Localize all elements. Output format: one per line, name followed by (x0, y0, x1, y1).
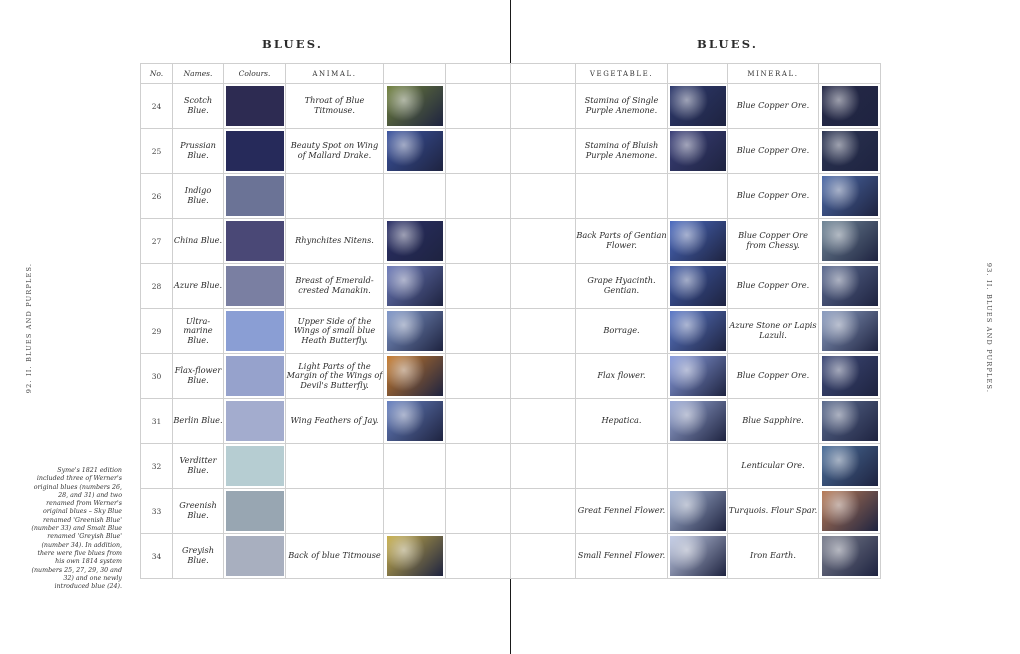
vegetable-image-cell (668, 354, 728, 399)
mineral-image-cell (819, 264, 881, 309)
mineral-example: Blue Copper Ore. (728, 264, 819, 309)
colour-number: 25 (141, 129, 173, 174)
mineral-image-cell (819, 219, 881, 264)
blank-cell (511, 84, 576, 129)
animal-image-cell (384, 444, 446, 489)
vegetable-image-cell (668, 444, 728, 489)
vegetable-image-cell (668, 309, 728, 354)
vegetable-example: Hepatica. (576, 399, 668, 444)
animal-example: Back of blue Titmouse (286, 534, 384, 579)
colour-number: 32 (141, 444, 173, 489)
blank-cell (511, 264, 576, 309)
heath-butterfly-image (387, 311, 443, 351)
vegetable-example: Stamina of Single Purple Anemone. (576, 84, 668, 129)
animal-image-cell (384, 309, 446, 354)
table-row (511, 129, 881, 174)
fennel-flower-image (670, 491, 726, 531)
colour-name: Verditter Blue. (173, 444, 224, 489)
colour-cell (224, 534, 286, 579)
column-header-animal: ANIMAL. (286, 64, 384, 84)
table-row (511, 264, 881, 309)
animal-image-cell (384, 174, 446, 219)
table-row (141, 129, 511, 174)
colour-number: 29 (141, 309, 173, 354)
side-note: Syme's 1821 edition included three of Werner's original blues (numbers 26, 28, and 31) and two renamed from Werner's original blues – Sky Blue renamed 'Greenish Blue' (number 33) and Smalt Blue renamed 'Greyish Blue' (number 34). In addition, there were five blues from his own 1814 system (numbers 25, 27, 29, 30 and 32) and one newly introduced blue (24). (31, 467, 122, 591)
vegetable-image-cell (668, 489, 728, 534)
colour-name: Flax-flower Blue. (173, 354, 224, 399)
blank-cell (446, 129, 511, 174)
mineral-example: Iron Earth. (728, 534, 819, 579)
gentian-flower-image (670, 221, 726, 261)
mineral-example: Blue Copper Ore. (728, 354, 819, 399)
mineral-image-cell (819, 354, 881, 399)
blank-cell (446, 444, 511, 489)
column-header-no: No. (141, 64, 173, 84)
colour-cell (224, 129, 286, 174)
colour-number: 33 (141, 489, 173, 534)
mineral-example: Turquois. Flour Spar. (728, 489, 819, 534)
table-row (141, 219, 511, 264)
colour-swatch (226, 86, 284, 126)
vegetable-example: Back Parts of Gentian Flower. (576, 219, 668, 264)
blank-cell (446, 309, 511, 354)
borage-flower-image (670, 311, 726, 351)
colour-cell (224, 219, 286, 264)
animal-example (286, 174, 384, 219)
right-page-title: BLUES. (696, 37, 759, 51)
mineral-image-column-header (819, 64, 881, 84)
blank-cell (511, 129, 576, 174)
colour-name: Ultra-marine Blue. (173, 309, 224, 354)
blank-cell (511, 219, 576, 264)
colour-swatch (226, 221, 284, 261)
animal-example: Beauty Spot on Wing of Mallard Drake. (286, 129, 384, 174)
vegetable-image-cell (668, 399, 728, 444)
vegetable-image-cell (668, 219, 728, 264)
copper-ore-image (822, 131, 878, 171)
colour-swatch (226, 176, 284, 216)
colour-number: 26 (141, 174, 173, 219)
vegetable-image-cell (668, 129, 728, 174)
mineral-image-cell (819, 129, 881, 174)
blank-cell (511, 399, 576, 444)
table-row (141, 489, 511, 534)
sapphire-image (822, 401, 878, 441)
blank-cell (446, 534, 511, 579)
colour-swatch (226, 311, 284, 351)
vegetable-example: Borrage. (576, 309, 668, 354)
mineral-image-cell (819, 489, 881, 534)
left-table-header (141, 64, 511, 84)
colour-name: Greenish Blue. (173, 489, 224, 534)
vegetable-example (576, 444, 668, 489)
right-table-header (511, 64, 881, 84)
copper-ore-image (822, 221, 878, 261)
blank-column-header (511, 64, 576, 84)
anemone-stamina-image (670, 131, 726, 171)
table-row (141, 84, 511, 129)
column-header-names: Names. (173, 64, 224, 84)
mineral-example: Blue Copper Ore. (728, 84, 819, 129)
colour-cell (224, 399, 286, 444)
table-row (511, 534, 881, 579)
devils-butterfly-image (387, 356, 443, 396)
colour-swatch (226, 356, 284, 396)
turquoise-image (822, 491, 878, 531)
mineral-example: Blue Copper Ore from Chessy. (728, 219, 819, 264)
table-row (511, 399, 881, 444)
colour-name: Greyish Blue. (173, 534, 224, 579)
mineral-image-cell (819, 174, 881, 219)
vegetable-image-cell (668, 174, 728, 219)
colour-name: Scotch Blue. (173, 84, 224, 129)
vegetable-image-cell (668, 84, 728, 129)
animal-example: Wing Feathers of Jay. (286, 399, 384, 444)
left-colour-table (140, 63, 511, 579)
blank-cell (446, 174, 511, 219)
animal-example: Breast of Emerald-crested Manakin. (286, 264, 384, 309)
blank-cell (446, 354, 511, 399)
animal-example: Rhynchites Nitens. (286, 219, 384, 264)
vegetable-example: Flax flower. (576, 354, 668, 399)
right-running-head: 93. II. BLUES AND PURPLES. (985, 262, 993, 394)
blank-cell (511, 309, 576, 354)
mineral-image-cell (819, 84, 881, 129)
column-header-colours: Colours. (224, 64, 286, 84)
vegetable-example: Grape Hyacinth. Gentian. (576, 264, 668, 309)
titmouse-back-image (387, 536, 443, 576)
colour-swatch (226, 131, 284, 171)
table-row (511, 219, 881, 264)
titmouse-throat-image (387, 86, 443, 126)
blank-cell (446, 84, 511, 129)
colour-name: China Blue. (173, 219, 224, 264)
animal-example: Throat of Blue Titmouse. (286, 84, 384, 129)
colour-name: Indigo Blue. (173, 174, 224, 219)
table-row (141, 309, 511, 354)
column-header-mineral: MINERAL. (728, 64, 819, 84)
colour-number: 24 (141, 84, 173, 129)
mineral-image-cell (819, 534, 881, 579)
table-row (511, 444, 881, 489)
blank-cell (511, 489, 576, 534)
fennel-flower-image (670, 536, 726, 576)
blank-cell (511, 354, 576, 399)
mineral-example: Azure Stone or Lapis Lazuli. (728, 309, 819, 354)
animal-image-column-header (384, 64, 446, 84)
blank-column-header (446, 64, 511, 84)
colour-cell (224, 354, 286, 399)
animal-image-cell (384, 489, 446, 534)
mineral-example: Blue Copper Ore. (728, 174, 819, 219)
right-colour-table (510, 63, 881, 579)
animal-image-cell (384, 534, 446, 579)
mallard-wing-image (387, 131, 443, 171)
animal-image-cell (384, 129, 446, 174)
mineral-image-cell (819, 444, 881, 489)
blank-cell (511, 174, 576, 219)
colour-swatch (226, 401, 284, 441)
table-row (141, 264, 511, 309)
hepatica-flower-image (670, 401, 726, 441)
colour-number: 34 (141, 534, 173, 579)
colour-swatch (226, 446, 284, 486)
animal-image-cell (384, 264, 446, 309)
colour-name: Azure Blue. (173, 264, 224, 309)
mineral-image-cell (819, 309, 881, 354)
colour-swatch (226, 491, 284, 531)
mineral-example: Blue Sapphire. (728, 399, 819, 444)
column-header-vegetable: VEGETABLE. (576, 64, 668, 84)
manakin-breast-image (387, 266, 443, 306)
colour-cell (224, 444, 286, 489)
vegetable-image-cell (668, 264, 728, 309)
blank-cell (511, 534, 576, 579)
lapis-lazuli-image (822, 311, 878, 351)
animal-example (286, 489, 384, 534)
flax-flower-image (670, 356, 726, 396)
left-running-head: 92. II. BLUES AND PURPLES. (25, 262, 33, 394)
table-row (511, 84, 881, 129)
animal-image-cell (384, 399, 446, 444)
mineral-example: Lenticular Ore. (728, 444, 819, 489)
colour-cell (224, 264, 286, 309)
colour-name: Prussian Blue. (173, 129, 224, 174)
mineral-example: Blue Copper Ore. (728, 129, 819, 174)
copper-ore-image (822, 176, 878, 216)
animal-example (286, 444, 384, 489)
lenticular-ore-image (822, 446, 878, 486)
colour-name: Berlin Blue. (173, 399, 224, 444)
colour-cell (224, 174, 286, 219)
colour-swatch (226, 266, 284, 306)
colour-number: 30 (141, 354, 173, 399)
animal-example: Upper Side of the Wings of small blue Heath Butterfly. (286, 309, 384, 354)
blank-cell (446, 219, 511, 264)
vegetable-example: Great Fennel Flower. (576, 489, 668, 534)
colour-number: 27 (141, 219, 173, 264)
grape-hyacinth-image (670, 266, 726, 306)
animal-example: Light Parts of the Margin of the Wings of Devil's Butterfly. (286, 354, 384, 399)
blank-cell (511, 444, 576, 489)
colour-cell (224, 489, 286, 534)
table-row (141, 534, 511, 579)
vegetable-example: Stamina of Bluish Purple Anemone. (576, 129, 668, 174)
table-row (141, 444, 511, 489)
table-row (141, 174, 511, 219)
copper-ore-image (822, 266, 878, 306)
blank-cell (446, 264, 511, 309)
copper-ore-image (822, 86, 878, 126)
left-page-title: BLUES. (261, 37, 324, 51)
table-row (511, 354, 881, 399)
anemone-stamina-image (670, 86, 726, 126)
blank-cell (446, 489, 511, 534)
iron-earth-image (822, 536, 878, 576)
blank-cell (446, 399, 511, 444)
vegetable-image-cell (668, 534, 728, 579)
jay-feather-image (387, 401, 443, 441)
animal-image-cell (384, 354, 446, 399)
colour-cell (224, 309, 286, 354)
beetle-image (387, 221, 443, 261)
vegetable-example (576, 174, 668, 219)
table-row (511, 489, 881, 534)
colour-number: 31 (141, 399, 173, 444)
colour-swatch (226, 536, 284, 576)
table-row (511, 174, 881, 219)
table-row (141, 399, 511, 444)
vegetable-image-column-header (668, 64, 728, 84)
table-row (141, 354, 511, 399)
table-row (511, 309, 881, 354)
colour-number: 28 (141, 264, 173, 309)
vegetable-example: Small Fennel Flower. (576, 534, 668, 579)
animal-image-cell (384, 84, 446, 129)
colour-cell (224, 84, 286, 129)
animal-image-cell (384, 219, 446, 264)
copper-ore-image (822, 356, 878, 396)
mineral-image-cell (819, 399, 881, 444)
